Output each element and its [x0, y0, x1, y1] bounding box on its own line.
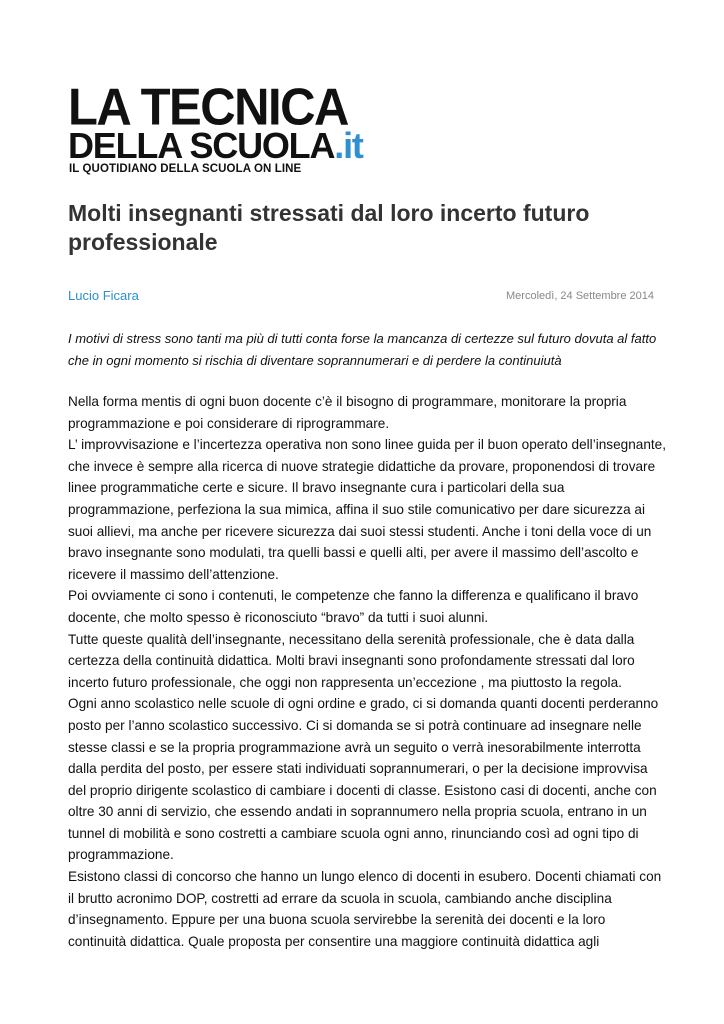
article-body-line: stesse classi e se la propria programmazione avrà un seguito o verrà inesorabilmente interrotta: [68, 739, 641, 755]
article-body-line: programmazione, perfeziona la sua mimica, affina il suo stile comunicativo per dare sicurezza ai: [68, 501, 645, 517]
article-body-line: suoi allievi, ma anche per ricevere sicurezza dai suoi stessi studenti. Anche i toni della voce di un: [68, 523, 652, 539]
article-body-line: che invece è sempre alla ricerca di nuove strategie didattiche da provare, proponendosi di trovare: [68, 458, 656, 474]
article-body: [68, 391, 667, 952]
article-body-line: Tutte queste qualità dell’insegnante, necessitano della serenità professionale, che è data dalla: [68, 631, 635, 647]
article-body-line: dalla perdita del posto, per essere stati individuati soprannumerari, o per la decisione improvvisa: [68, 761, 648, 777]
site-logo[interactable]: [68, 78, 398, 175]
logo-title-line2: [68, 125, 363, 166]
article-body-line: del proprio dirigente scolastico di cambiare i docenti di classe. Esistono casi di docenti, anche con: [68, 782, 657, 798]
article-body-line: Ogni anno scolastico nelle scuole di ogni ordine e grado, ci si domanda quanti docenti perderanno: [68, 696, 659, 712]
article-body-line: continuità didattica. Quale proposta per consentire una maggiore continuità didattica agli: [68, 933, 600, 949]
article-date: Mercoledì, 24 Settembre 2014: [506, 290, 654, 302]
article-body-line: posto per l’anno scolastico successivo. Ci si domanda se si potrà continuare ad insegnare nelle: [68, 717, 642, 733]
article-body-line: tunnel di mobilità e sono costretti a cambiare scuola ogni anno, rinunciando così ad ogni tipo di: [68, 825, 639, 841]
article-body-line: incerto futuro professionale, che oggi non rappresenta un’eccezione , ma piuttosto la regola.: [68, 674, 622, 690]
article-body-line: il brutto acronimo DOP, costretti ad errare da scuola in scuola, cambiando anche disciplina: [68, 890, 612, 906]
article-body-line: Esistono classi di concorso che hanno un lungo elenco di docenti in esubero. Docenti chiamati con: [68, 869, 662, 885]
article-body-line: certezza della continuità didattica. Molti bravi insegnanti sono profondamente stressati dal loro: [68, 653, 635, 669]
article-body-line: bravo insegnante sono modulati, tra quelli bassi e quelli alti, per avere il massimo dell’ascolto e: [68, 545, 639, 561]
article-body-line: L’ improvvisazione e l’incertezza operativa non sono linee guida per il buon operato dell’insegnante,: [68, 437, 667, 453]
article-body-line: ricevere il massimo dell’attenzione.: [68, 566, 279, 582]
logo-title-line1: LA TECNICA: [68, 78, 348, 136]
logo-title-main: DELLA SCUOLA: [68, 125, 335, 166]
article-body-line: programmazione.: [68, 847, 174, 863]
article-body-line: oltre 30 anni di servizio, che essendo andati in soprannumero nella propria scuola, entrano in un: [68, 804, 647, 820]
article-lead: I motivi di stress sono tanti ma più di tutti conta forse la mancanza di certezze sul futuro dovuta al fatto che in ogni momento si rischia di diventare soprannumerari e di perdere la continuiutà: [68, 331, 657, 368]
article-body-line: d’insegnamento. Eppure per una buona scuola servirebbe la serenità dei docenti e la loro: [68, 912, 606, 928]
article-title: Molti insegnanti stressati dal loro incerto futuro professionale: [68, 200, 590, 255]
article-body-line: programmazione e poi considerare di riprogrammare.: [68, 415, 390, 431]
logo-domain-suffix: .it: [334, 125, 363, 166]
article-body-line: linee programmatiche certe e sicure. Il bravo insegnante cura i particolari della sua: [68, 480, 565, 496]
article-author-link[interactable]: Lucio Ficara: [68, 288, 139, 303]
article-body-line: Nella forma mentis di ogni buon docente c’è il bisogno di programmare, monitorare la propria: [68, 394, 627, 409]
article-body-line: docente, che molto spesso è riconosciuto “bravo” da tutti i suoi alunni.: [68, 609, 489, 625]
logo-tagline: IL QUOTIDIANO DELLA SCUOLA ON LINE: [69, 163, 302, 175]
article-body-line: Poi ovviamente ci sono i contenuti, le competenze che fanno la differenza e qualificano il bravo: [68, 588, 639, 604]
